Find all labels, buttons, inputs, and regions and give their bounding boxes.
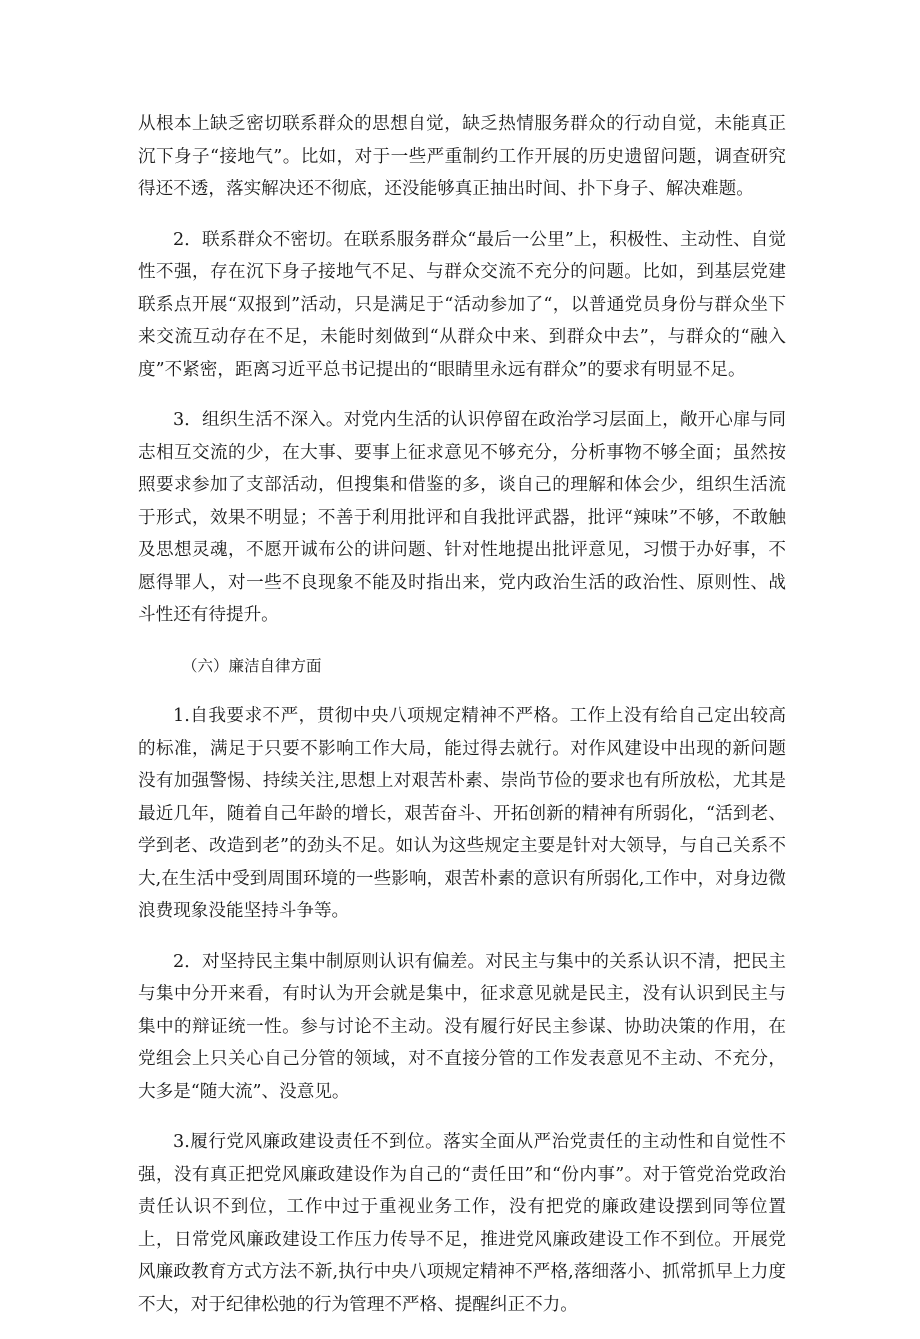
paragraph-continuation: 从根本上缺乏密切联系群众的思想自觉，缺乏热情服务群众的行动自觉，未能真正沉下身子“接地气”。比如，对于一些严重制约工作开展的历史遗留问题，调查研究得还不透，落实解决还不彻底，还没能够真正抽出时间、扑下身子、解决难题。 (138, 114, 786, 199)
paragraph-self-discipline: 1.自我要求不严，贯彻中央八项规定精神不严格。工作上没有给自己定出较高的标准，满足于只要不影响工作大局，能过得去就行。对作风建设中出现的新问题没有加强警惕、持续关注,思想上对艰苦朴素、崇尚节俭的要求也有所放松，尤其是最近几年，随着自己年龄的增长，艰苦奋斗、开拓创新的精神有所弱化，“活到老、学到老、改造到老”的劲头不足。如认为这些规定主要是针对大领导，与自己关系不大,在生活中受到周围环境的一些影响，艰苦朴素的意识有所弱化,工作中，对身边微浪费现象没能坚持斗争等。 (138, 706, 786, 921)
paragraph-contact-masses: 2．联系群众不密切。在联系服务群众“最后一公里”上，积极性、主动性、自觉性不强，存在沉下身子接地气不足、与群众交流不充分的问题。比如，到基层党建联系点开展“双报到”活动，只是满足于“活动参加了“，以普通党员身份与群众坐下来交流互动存在不足，未能时刻做到“从群众中来、到群众中去”，与群众的“融入度”不紧密，距离习近平总书记提出的“眼睛里永远有群众”的要求有明显不足。 (138, 229, 786, 380)
document-page (138, 108, 786, 1339)
section-heading: （六）廉洁自律方面 (182, 656, 322, 675)
paragraph-organizational-life: 3．组织生活不深入。对党内生活的认识停留在政治学习层面上，敞开心扉与同志相互交流的少，在大事、要事上征求意见不够充分，分析事物不够全面；虽然按照要求参加了支部活动，但搜集和借鉴的多，谈自己的理解和体会少，组织生活流于形式，效果不明显；不善于利用批评和自我批评武器，批评“辣味”不够，不敢触及思想灵魂，不愿开诚布公的讲问题、针对性地提出批评意见，习惯于办好事，不愿得罪人，对一些不良现象不能及时指出来，党内政治生活的政治性、原则性、战斗性还有待提升。 (138, 410, 786, 625)
paragraph-democratic-centralism: 2．对坚持民主集中制原则认识有偏差。对民主与集中的关系认识不清，把民主与集中分开来看，有时认为开会就是集中，征求意见就是民主，没有认识到民主与集中的辩证统一性。参与讨论不主动。没有履行好民主参谋、协助决策的作用，在党组会上只关心自己分管的领域，对不直接分管的工作发表意见不主动、不充分，大多是“随大流”、没意见。 (138, 951, 786, 1102)
paragraph-party-integrity: 3.履行党风廉政建设责任不到位。落实全面从严治党责任的主动性和自觉性不强，没有真正把党风廉政建设作为自己的“责任田”和“份内事”。对于管党治党政治责任认识不到位，工作中过于重视业务工作，没有把党的廉政建设摆到同等位置上，日常党风廉政建设工作压力传导不足，推进党风廉政建设工作不到位。开展党风廉政教育方式方法不新,执行中央八项规定精神不严格,落细落小、抓常抓早上力度不大，对于纪律松弛的行为管理不严格、提醒纠正不力。 (138, 1132, 786, 1315)
